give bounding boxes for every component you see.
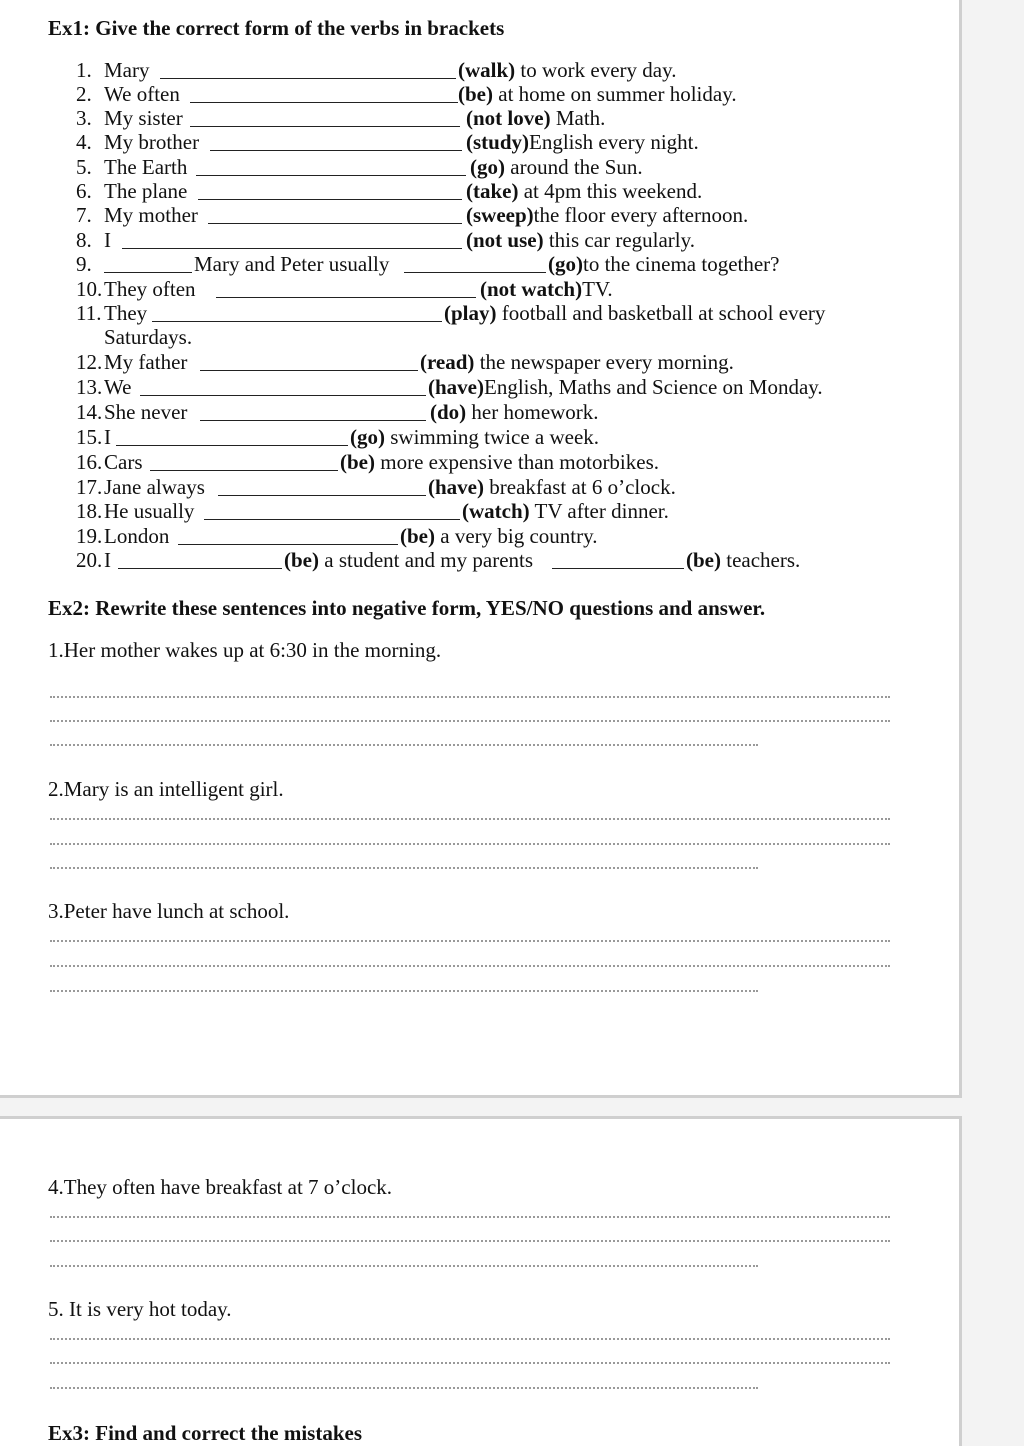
ex2-title: Ex2: Rewrite these sentences into negative form, YES/NO questions and answer. xyxy=(48,596,766,620)
item-rest: football and basketball at school every xyxy=(496,301,826,325)
answer-line[interactable] xyxy=(50,1265,758,1267)
item-subject: London xyxy=(104,524,170,548)
answer-blank[interactable] xyxy=(404,272,546,273)
item-number: 13. xyxy=(76,375,103,399)
answer-line[interactable] xyxy=(50,867,758,869)
item-rest: swimming twice a week. xyxy=(385,425,600,449)
verb-hint: (go) xyxy=(350,425,385,449)
item-rest: her homework. xyxy=(466,400,599,424)
item-subject: My mother xyxy=(104,203,198,227)
verb-hint: (not watch) xyxy=(480,277,583,301)
answer-blank[interactable] xyxy=(160,78,456,79)
item-number: 15. xyxy=(76,425,103,449)
verb-hint: (take) xyxy=(466,179,519,203)
item-number: 7. xyxy=(76,203,92,227)
verb-hint: (walk) xyxy=(458,58,516,82)
item-subject: My brother xyxy=(104,130,200,154)
item-number: 10. xyxy=(76,277,103,301)
item-rest: breakfast at 6 o’clock. xyxy=(484,475,676,499)
answer-blank[interactable] xyxy=(200,420,426,421)
verb-hint: (be) xyxy=(400,524,435,548)
item-rest: to work every day. xyxy=(515,58,677,82)
answer-blank[interactable] xyxy=(190,102,458,103)
verb-hint: (do) xyxy=(430,400,467,424)
item-number: 2. xyxy=(76,82,92,106)
item-subject: We xyxy=(104,375,132,399)
verb-hint: (sweep) xyxy=(466,203,534,227)
verb-hint: (be) xyxy=(284,548,319,572)
ex3-title: Ex3: Find and correct the mistakes xyxy=(48,1421,363,1445)
item-rest: the floor every afternoon. xyxy=(533,203,749,227)
answer-line[interactable] xyxy=(50,965,890,967)
item-subject: My sister xyxy=(104,106,183,130)
item-number: 14. xyxy=(76,400,103,424)
item-rest: more expensive than motorbikes. xyxy=(375,450,660,474)
item-subject: I xyxy=(104,228,111,252)
item-continuation: Saturdays. xyxy=(104,325,193,349)
answer-line[interactable] xyxy=(50,1387,758,1389)
item-rest: English every night. xyxy=(529,130,699,154)
worksheet-page-2 xyxy=(0,1116,962,1446)
item-rest: at home on summer holiday. xyxy=(493,82,737,106)
item-number: 8. xyxy=(76,228,92,252)
ex2-sentence: 5. It is very hot today. xyxy=(48,1297,232,1321)
answer-blank[interactable] xyxy=(218,495,426,496)
verb-hint: (watch) xyxy=(462,499,530,523)
verb-hint: (play) xyxy=(444,301,497,325)
answer-line[interactable] xyxy=(50,696,890,698)
verb-hint: (be) xyxy=(458,82,493,106)
verb-hint: (be) xyxy=(340,450,375,474)
item-rest: this car regularly. xyxy=(543,228,696,252)
ex2-sentence: 1.Her mother wakes up at 6:30 in the morning. xyxy=(48,638,442,662)
ex2-sentence: 4.They often have breakfast at 7 o’clock. xyxy=(48,1175,393,1199)
ex2-sentence: 2.Mary is an intelligent girl. xyxy=(48,777,284,801)
item-number: 9. xyxy=(76,252,92,276)
item-number: 3. xyxy=(76,106,92,130)
answer-line[interactable] xyxy=(50,1240,890,1242)
answer-line[interactable] xyxy=(50,744,758,746)
item-subject: The Earth xyxy=(104,155,188,179)
item-subject: Cars xyxy=(104,450,143,474)
item-number: 1. xyxy=(76,58,92,82)
item-subject: My father xyxy=(104,350,188,374)
item-number: 19. xyxy=(76,524,103,548)
answer-blank[interactable] xyxy=(140,395,426,396)
verb-hint: (be) xyxy=(686,548,721,572)
answer-line[interactable] xyxy=(50,1362,890,1364)
item-number: 6. xyxy=(76,179,92,203)
item-rest: around the Sun. xyxy=(505,155,643,179)
item-rest: TV. xyxy=(582,277,613,301)
item-rest: teachers. xyxy=(721,548,801,572)
item-rest: TV after dinner. xyxy=(529,499,669,523)
verb-hint: (not love) xyxy=(466,106,551,130)
item-subject: Jane always xyxy=(104,475,205,499)
answer-blank[interactable] xyxy=(204,519,460,520)
answer-blank[interactable] xyxy=(116,445,348,446)
answer-line[interactable] xyxy=(50,1216,890,1218)
answer-line[interactable] xyxy=(50,818,890,820)
answer-blank[interactable] xyxy=(190,126,460,127)
item-rest: to the cinema together? xyxy=(583,252,780,276)
answer-line[interactable] xyxy=(50,990,758,992)
answer-line[interactable] xyxy=(50,720,890,722)
answer-blank[interactable] xyxy=(200,370,418,371)
item-number: 5. xyxy=(76,155,92,179)
item-subject: They often xyxy=(104,277,196,301)
item-number: 17. xyxy=(76,475,103,499)
answer-blank[interactable] xyxy=(152,321,442,322)
item-subject: I xyxy=(104,425,111,449)
item-subject: Mary xyxy=(104,58,150,82)
answer-blank[interactable] xyxy=(216,297,476,298)
ex2-sentence: 3.Peter have lunch at school. xyxy=(48,899,290,923)
answer-blank[interactable] xyxy=(104,272,192,273)
item-number: 16. xyxy=(76,450,103,474)
answer-blank[interactable] xyxy=(210,150,462,151)
item-subject: She never xyxy=(104,400,188,424)
answer-blank[interactable] xyxy=(198,199,462,200)
item-number: 11. xyxy=(76,301,102,325)
answer-line[interactable] xyxy=(50,843,890,845)
verb-hint: (have) xyxy=(428,375,484,399)
answer-blank[interactable] xyxy=(196,175,466,176)
answer-blank[interactable] xyxy=(208,223,462,224)
item-subject: The plane xyxy=(104,179,188,203)
verb-hint: (have) xyxy=(428,475,484,499)
answer-blank[interactable] xyxy=(178,544,398,545)
verb-hint: (read) xyxy=(420,350,475,374)
verb-hint: (go) xyxy=(470,155,505,179)
item-rest: a student and my parents xyxy=(319,548,534,572)
verb-hint: (go) xyxy=(548,252,583,276)
item-number: 4. xyxy=(76,130,92,154)
verb-hint: (not use) xyxy=(466,228,544,252)
item-number: 12. xyxy=(76,350,103,374)
item-number: 20. xyxy=(76,548,103,572)
item-subject: He usually xyxy=(104,499,195,523)
item-rest: English, Maths and Science on Monday. xyxy=(484,375,823,399)
item-rest: a very big country. xyxy=(435,524,598,548)
item-rest: Math. xyxy=(550,106,606,130)
item-subject: I xyxy=(104,548,111,572)
answer-blank[interactable] xyxy=(118,568,282,569)
answer-blank[interactable] xyxy=(552,568,684,569)
item-number: 18. xyxy=(76,499,103,523)
item-rest: the newspaper every morning. xyxy=(474,350,734,374)
verb-hint: (study) xyxy=(466,130,530,154)
answer-blank[interactable] xyxy=(150,470,338,471)
item-subject: They xyxy=(104,301,148,325)
item-subject: We often xyxy=(104,82,180,106)
answer-line[interactable] xyxy=(50,940,890,942)
item-rest: at 4pm this weekend. xyxy=(518,179,703,203)
answer-blank[interactable] xyxy=(122,248,462,249)
item-middle: Mary and Peter usually xyxy=(194,252,390,276)
ex1-title: Ex1: Give the correct form of the verbs in brackets xyxy=(48,16,505,40)
answer-line[interactable] xyxy=(50,1338,890,1340)
